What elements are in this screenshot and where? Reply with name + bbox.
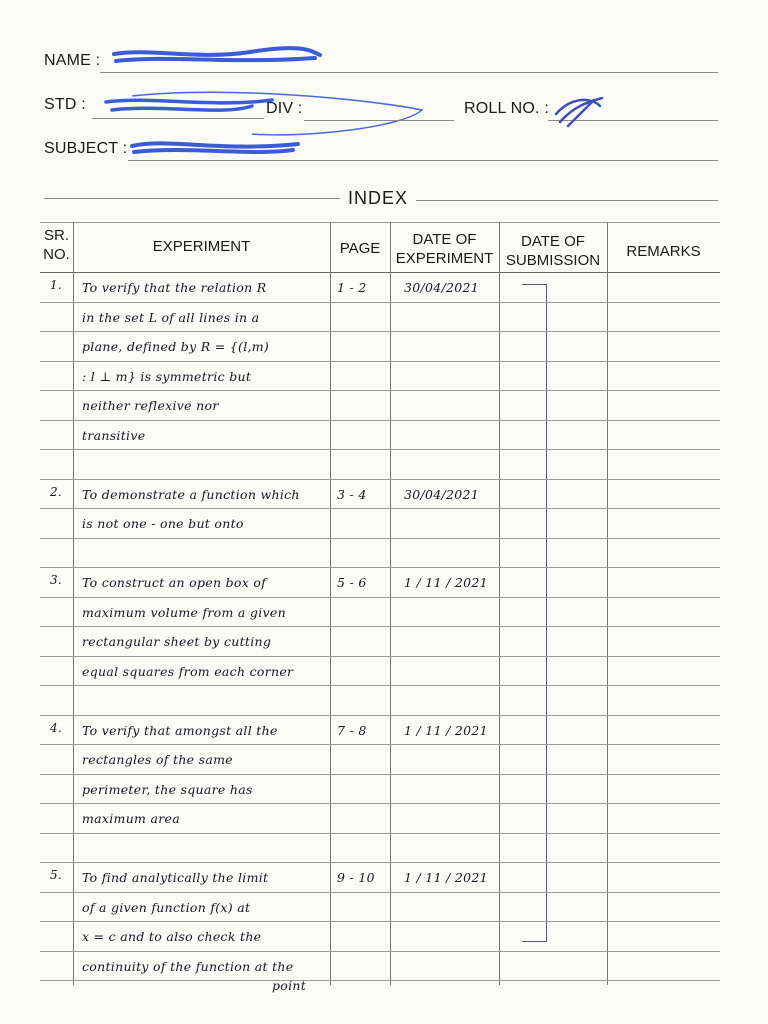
- entry-experiment-line: equal squares from each corner: [82, 663, 294, 679]
- col-divider-date-exp: [499, 222, 500, 985]
- entry-experiment-date: 1 / 11 / 2021: [404, 575, 488, 590]
- entry-sr-number: 1.: [50, 278, 63, 292]
- entry-page-range: 7 - 8: [337, 722, 367, 738]
- col-divider-sr: [73, 222, 74, 985]
- entry-experiment-line: To verify that amongst all the: [82, 722, 278, 738]
- row-rule: [40, 302, 720, 303]
- row-rule: [40, 567, 720, 568]
- entry-page-range: 5 - 6: [337, 575, 367, 590]
- row-rule: [40, 862, 720, 863]
- entry-experiment-line: in the set L of all lines in a: [82, 309, 260, 325]
- row-rule: [40, 390, 720, 391]
- entry-experiment-line: plane, defined by R = {(l,m): [82, 339, 270, 354]
- index-rule-left: [44, 198, 340, 199]
- div-line: [304, 120, 454, 121]
- entry-experiment-line: neither reflexive nor: [82, 398, 219, 413]
- entry-page-range: 3 - 4: [337, 486, 367, 502]
- roll-redaction-scribble: [550, 92, 610, 132]
- col-divider-page: [390, 222, 391, 985]
- row-rule: [40, 951, 720, 952]
- row-rule: [40, 685, 720, 686]
- entry-experiment-date: 30/04/2021: [404, 280, 480, 295]
- index-table: [40, 222, 720, 993]
- table-header-border: [40, 272, 720, 273]
- std-label: STD :: [44, 96, 86, 113]
- row-rule: [40, 597, 720, 598]
- entry-experiment-date: 1 / 11 / 2021: [404, 722, 488, 738]
- entry-experiment-line: rectangles of the same: [82, 752, 233, 767]
- entry-page-range: 9 - 10: [337, 870, 375, 885]
- col-header-page: PAGE: [339, 240, 381, 257]
- entry-experiment-date: 30/04/2021: [404, 486, 480, 502]
- index-title: INDEX: [348, 188, 409, 208]
- subject-line: [128, 160, 718, 161]
- entry-experiment-line: maximum volume from a given: [82, 604, 286, 620]
- entry-experiment-line: rectangular sheet by cutting: [82, 634, 272, 649]
- entry-experiment-line: x = c and to also check the: [82, 929, 262, 944]
- table-top-border: [40, 222, 720, 223]
- index-rule-right: [416, 200, 718, 201]
- entry-sr-number: 5.: [50, 868, 63, 882]
- entry-experiment-line: point: [272, 978, 307, 993]
- entry-experiment-line: To find analytically the limit: [82, 870, 269, 885]
- row-rule: [40, 479, 720, 480]
- subject-redaction-scribble: [128, 134, 303, 160]
- entry-experiment-line: To demonstrate a function which: [82, 486, 300, 502]
- col-header-remarks: REMARKS: [626, 243, 701, 260]
- name-line: [100, 72, 718, 73]
- name-label: NAME :: [44, 52, 101, 69]
- entry-sr-number: 3.: [50, 573, 63, 587]
- subject-label: SUBJECT :: [44, 140, 128, 157]
- row-rule: [40, 774, 720, 775]
- col-header-date-exp: DATE OF EXPERIMENT: [395, 231, 494, 267]
- row-rule: [40, 361, 720, 362]
- entry-sr-number: 4.: [50, 720, 63, 735]
- submission-bracket-mark: [522, 284, 547, 942]
- row-rule: [40, 744, 720, 745]
- row-rule: [40, 656, 720, 657]
- entry-experiment-line: transitive: [82, 427, 146, 443]
- div-label: DIV :: [266, 100, 303, 117]
- entry-sr-number: 2.: [50, 484, 63, 499]
- entry-experiment-date: 1 / 11 / 2021: [404, 870, 488, 885]
- entry-experiment-line: : l ⊥ m} is symmetric but: [82, 368, 252, 384]
- col-header-experiment: EXPERIMENT: [152, 238, 251, 255]
- entry-page-range: 1 - 2: [337, 280, 367, 295]
- row-rule: [40, 331, 720, 332]
- entry-experiment-line: maximum area: [82, 811, 180, 826]
- row-rule: [40, 538, 720, 539]
- col-header-sr: [40, 226, 73, 264]
- row-rule: [40, 449, 720, 450]
- row-rule: [40, 921, 720, 922]
- row-rule: [40, 715, 720, 716]
- row-rule: [40, 803, 720, 804]
- entry-experiment-line: perimeter, the square has: [82, 781, 253, 797]
- col-header-sr-text: SR. NO.: [43, 227, 70, 263]
- entry-experiment-line: is not one - one but onto: [82, 516, 244, 531]
- col-divider-experiment: [330, 222, 331, 985]
- row-rule: [40, 420, 720, 421]
- row-rule: [40, 892, 720, 893]
- entry-experiment-line: of a given function f(x) at: [82, 899, 251, 915]
- name-redaction-scribble: [110, 46, 325, 68]
- row-rule: [40, 833, 720, 834]
- entry-experiment-line: To verify that the relation R: [82, 280, 267, 295]
- entry-experiment-line: To construct an open box of: [82, 575, 267, 590]
- col-divider-date-sub: [607, 222, 608, 985]
- roll-label: ROLL NO. :: [464, 100, 549, 117]
- row-rule: [40, 508, 720, 509]
- entry-experiment-line: continuity of the function at the: [82, 958, 294, 974]
- col-header-date-sub: DATE OF SUBMISSION: [505, 233, 601, 269]
- row-rule: [40, 980, 720, 981]
- row-rule: [40, 626, 720, 627]
